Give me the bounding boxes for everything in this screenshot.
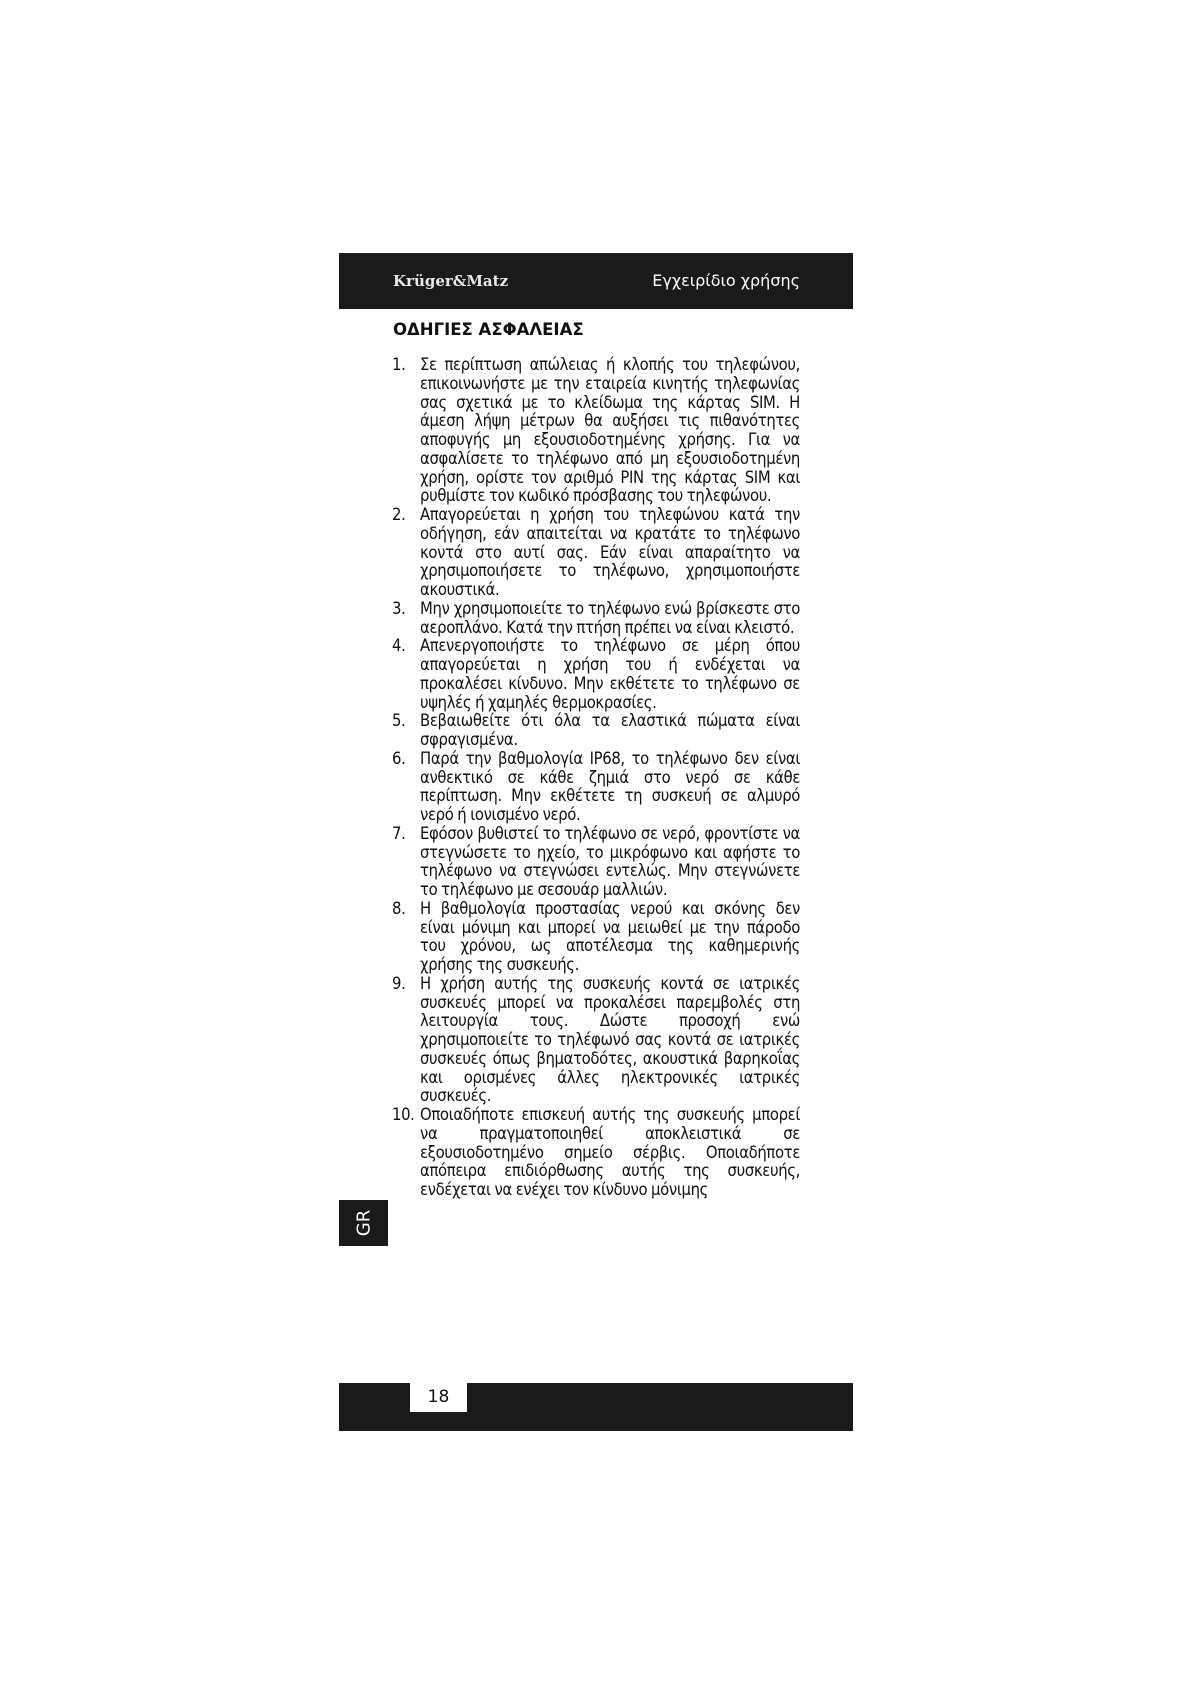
list-item	[392, 506, 800, 600]
footer-bar	[339, 1383, 853, 1431]
language-tab	[339, 1200, 388, 1246]
page-number: 18	[410, 1383, 467, 1412]
list-item	[392, 712, 800, 750]
header-bar	[339, 253, 853, 309]
item-text: Απενεργοποιήστε το τηλέφωνο σε μέρη όπου απαγορεύεται η χρήση του ή ενδέχεται να προκαλέσει κίνδυνο. Μην εκθέτετε το τηλέφωνο σε υψηλές ή χαμηλές θερμοκρασίες.	[420, 636, 800, 712]
item-number: 5.	[392, 711, 406, 731]
item-number: 10.	[392, 1105, 415, 1124]
item-text: Μην χρησιμοποιείτε το τηλέφωνο ενώ βρίσκεστε στο αεροπλάνο. Κατά την πτήση πρέπει να είναι κλειστό.	[420, 598, 800, 637]
list-item	[392, 750, 800, 825]
list-item	[392, 356, 800, 506]
manual-title: Εγχειρίδιο χρήσης	[652, 271, 800, 290]
list-item	[392, 1106, 800, 1200]
item-text: Απαγορεύεται η χρήση του τηλεφώνου κατά την οδήγηση, εάν απαιτείται να κρατάτε το τηλέφωνο κοντά στο αυτί σας. Εάν είναι απαραίτητο να χρησιμοποιήσετε το τηλέφωνο, χρησιμοποιήστε ακουστικά.	[420, 505, 800, 599]
list-item	[392, 900, 800, 975]
item-number: 8.	[392, 898, 406, 918]
list-item	[392, 975, 800, 1106]
item-number: 4.	[392, 636, 406, 656]
item-number: 9.	[392, 973, 406, 993]
item-number: 7.	[392, 823, 406, 843]
list-item	[392, 600, 800, 638]
item-number: 6.	[392, 748, 406, 768]
item-text: Εφόσον βυθιστεί το τηλέφωνο σε νερό, φροντίστε να στεγνώσετε το ηχείο, το μικρόφωνο και αφήστε το τηλέφωνο να στεγνώσει εντελώς. Μην στεγνώνετε το τηλέφωνο με σεσουάρ μαλλιών.	[420, 823, 800, 899]
section-heading: ΟΔΗΓΙΕΣ ΑΣΦΑΛΕΙΑΣ	[393, 320, 584, 339]
item-text: Βεβαιωθείτε ότι όλα τα ελαστικά πώματα είναι σφραγισμένα.	[420, 711, 800, 749]
item-text: Οποιαδήποτε επισκευή αυτής της συσκευής μπορεί να πραγματοποιηθεί αποκλειστικά σε εξουσιοδοτημένο σημείο σέρβις. Οποιαδήποτε απόπειρα επιδιόρθωσης αυτής της συσκευής, ενδέχεται να ενέχει τον κίνδυνο μόνιμης	[420, 1105, 800, 1199]
language-label: GR	[353, 1209, 374, 1237]
safety-instructions-list	[392, 356, 800, 1200]
brand-logo: Krüger&Matz	[393, 272, 509, 290]
item-text: Η χρήση αυτής της συσκευής κοντά σε ιατρικές συσκευές μπορεί να προκαλέσει παρεμβολές στη λειτουργία τους. Δώστε προσοχή ενώ χρησιμοποιείτε το τηλέφωνό σας κοντά σε ιατρικές συσκευές όπως βηματοδότες, ακουστικά βαρηκοΐας και ορισμένες άλλες ηλεκτρονικές ιατρικές συσκευές.	[420, 973, 800, 1106]
list-item	[392, 637, 800, 712]
list-item	[392, 825, 800, 900]
item-text: Σε περίπτωση απώλειας ή κλοπής του τηλεφώνου, επικοινωνήστε με την εταιρεία κινητής τηλεφωνίας σας σχετικά με το κλείδωμα της κάρτας SIM. Η άμεση λήψη μέτρων θα αυξήσει τις πιθανότητες αποφυγής μη εξουσιοδοτημένης χρήσης. Για να ασφαλίσετε το τηλέφωνο από μη εξουσιοδοτημένη χρήση, ορίστε τον αριθμό PIN της κάρτας SIM και ρυθμίστε τον κωδικό πρόσβασης του τηλεφώνου.	[420, 355, 800, 506]
item-text: Η βαθμολογία προστασίας νερού και σκόνης δεν είναι μόνιμη και μπορεί να μειωθεί με την πάροδο του χρόνου, ως αποτέλεσμα της καθημερινής χρήσης της συσκευής.	[420, 898, 800, 974]
item-number: 3.	[392, 598, 406, 618]
item-number: 2.	[392, 505, 406, 524]
item-text: Παρά την βαθμολογία IP68, το τηλέφωνο δεν είναι ανθεκτικό σε κάθε ζημιά στο νερό σε κάθε περίπτωση. Μην εκθέτετε τη συσκευή σε αλμυρό νερό ή ιονισμένο νερό.	[420, 748, 800, 824]
item-number: 1.	[392, 355, 406, 374]
